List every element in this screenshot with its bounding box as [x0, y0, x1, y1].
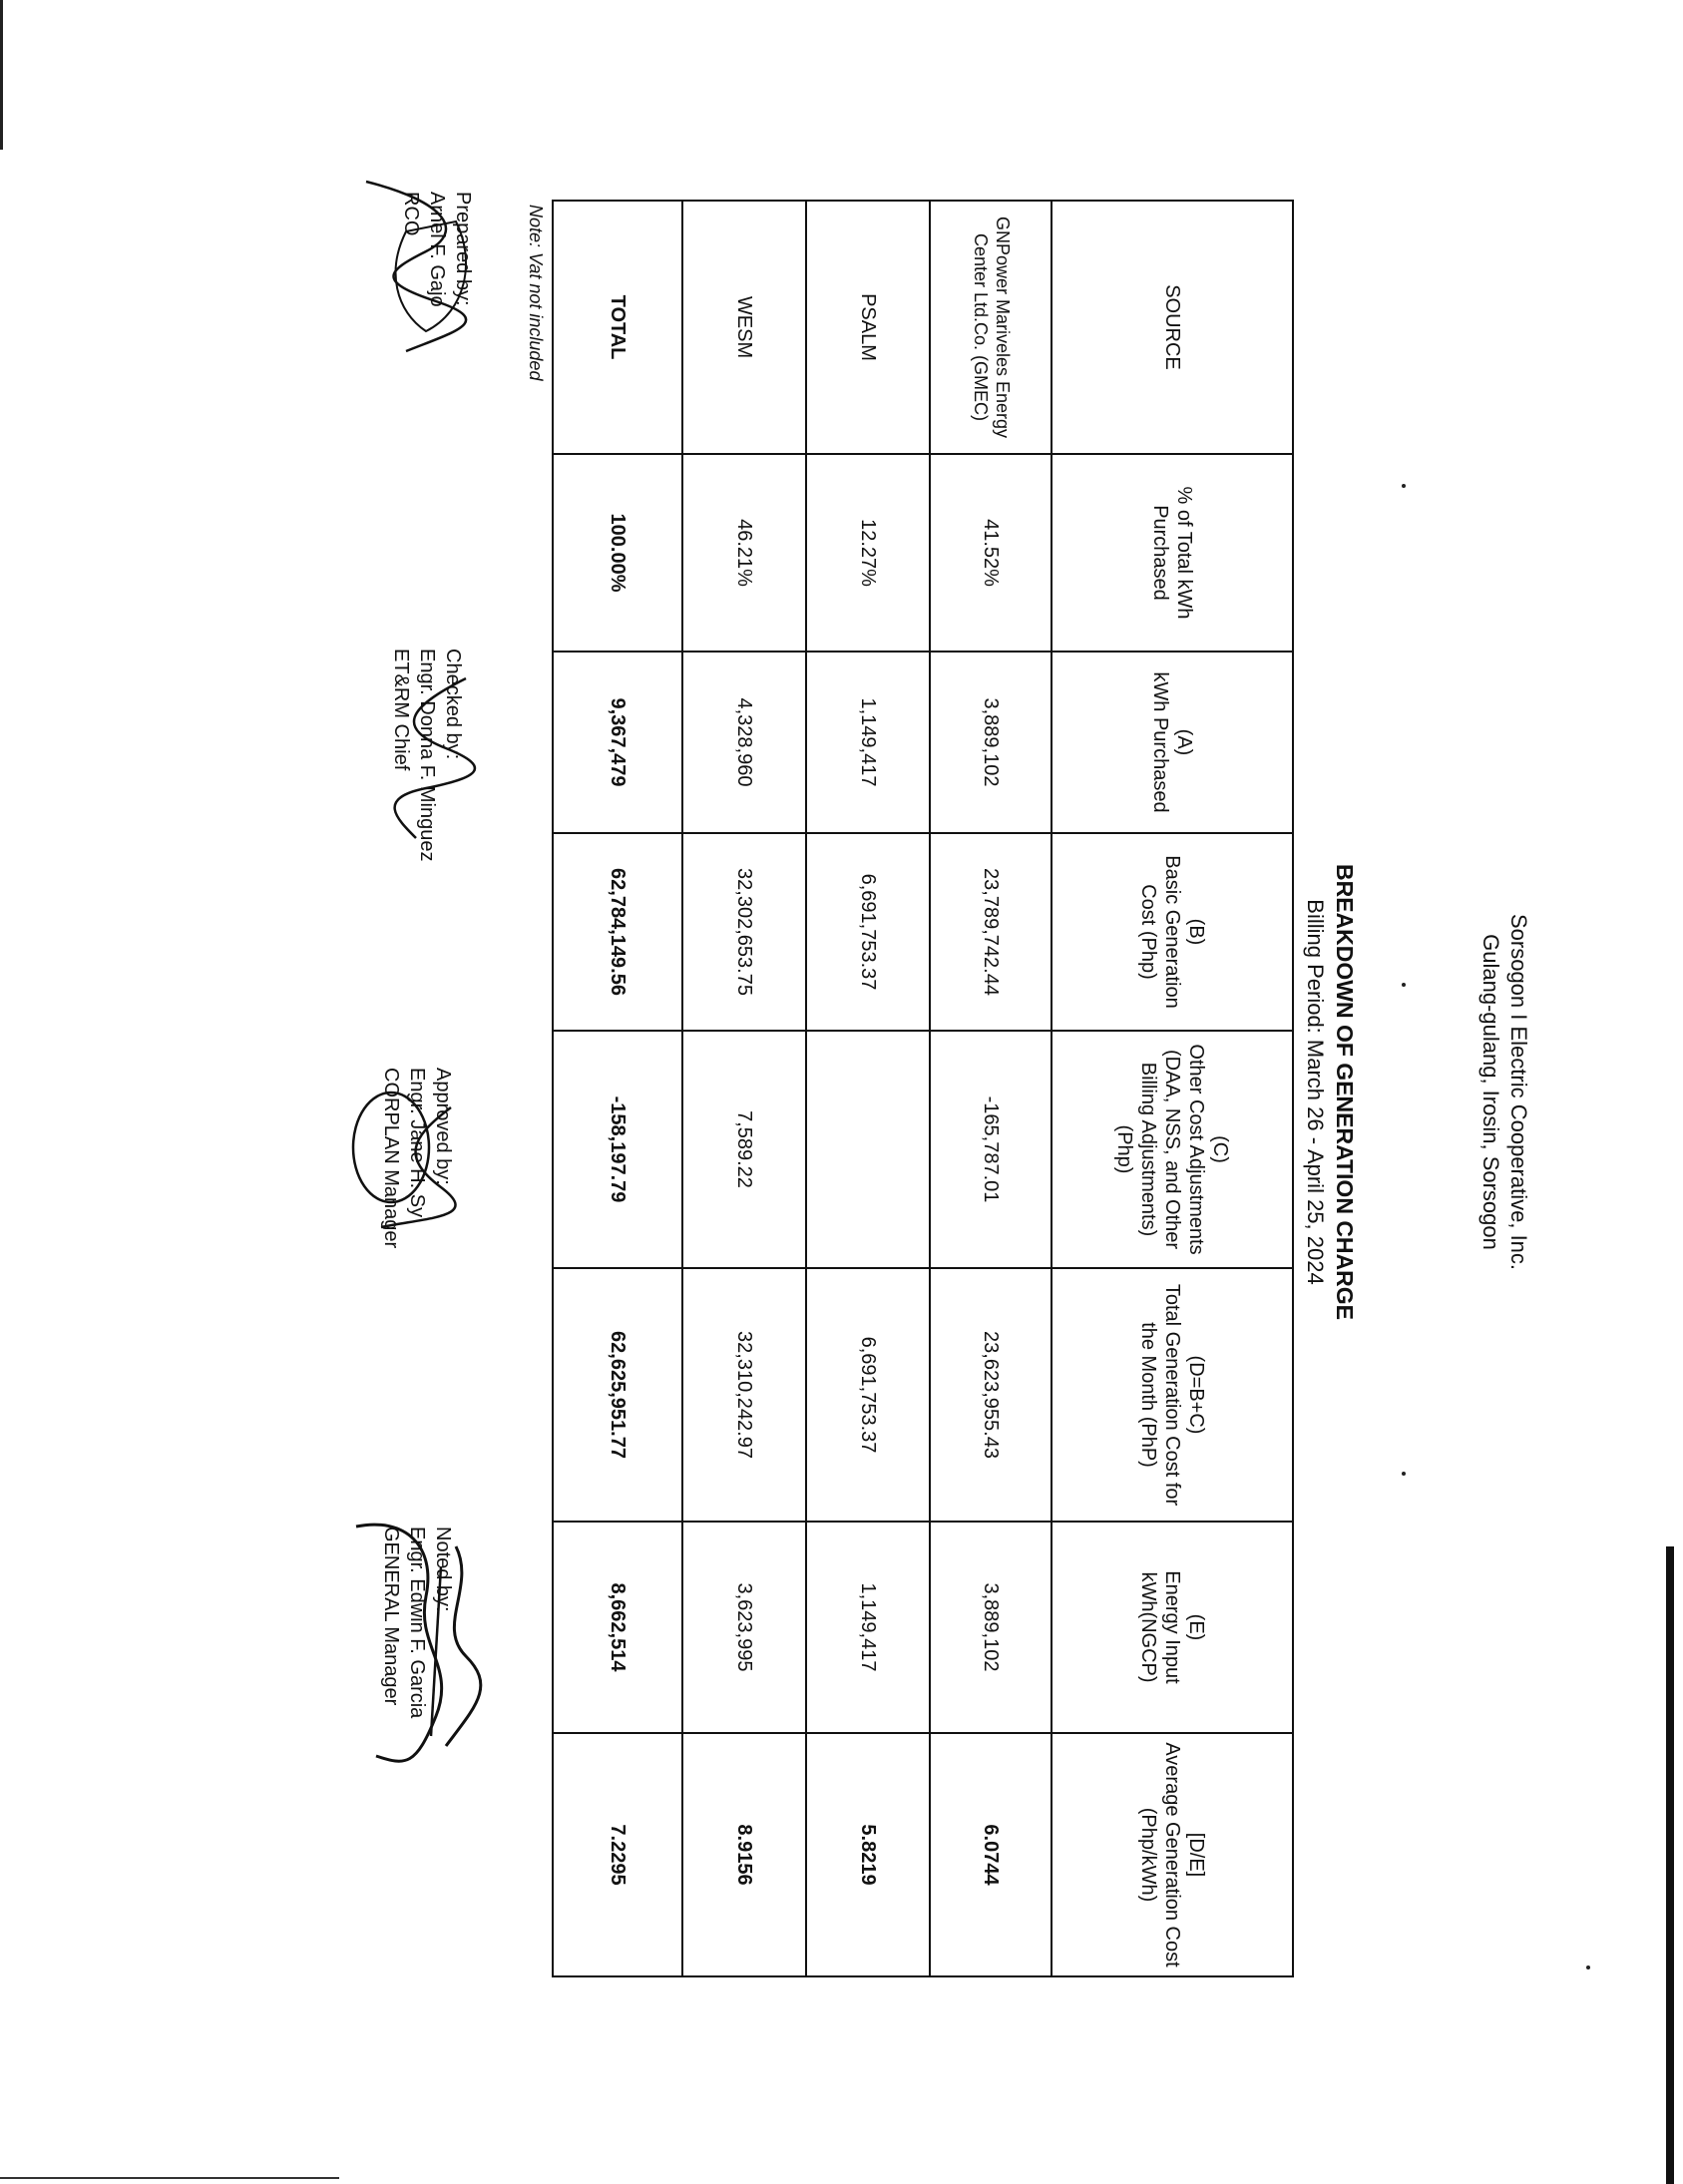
header-label: Basic Generation Cost (Php): [1137, 855, 1183, 1009]
header-cell-basic-cost: [1052, 833, 1293, 1031]
table-total-row: [553, 201, 682, 1976]
average-cost-cell: 8.9156: [682, 1733, 806, 1976]
signatory-position: ET&RM Chief: [390, 649, 412, 771]
signature-block-checked: [388, 649, 466, 861]
other-cost-cell: -165,787.01: [930, 1031, 1052, 1268]
document-title: BREAKDOWN OF GENERATION CHARGE: [1332, 863, 1358, 1320]
source-cell: PSALM: [806, 201, 930, 454]
basic-cost-cell: 6,691,753.37: [806, 833, 930, 1031]
header-letter: (D=B+C): [1185, 1355, 1207, 1435]
signatory-name: Engr. Jane H. Sy: [406, 1068, 428, 1218]
handwritten-signature: [351, 1078, 471, 1237]
signature-block-noted: [378, 1527, 456, 1718]
percent-cell: 46.21%: [682, 454, 806, 652]
generation-charge-table: [552, 200, 1294, 1977]
signature-label: Noted by:: [432, 1527, 454, 1612]
signatory-name: Engr. Donna F. Minguez: [416, 649, 438, 862]
average-cost-cell: 6.0744: [930, 1733, 1052, 1976]
signatory-position: CORPLAN Manager: [380, 1068, 402, 1249]
table-row: [682, 201, 806, 1976]
signature-label: Checked by:: [442, 649, 464, 760]
total-kwh-cell: 9,367,479: [553, 652, 682, 833]
energy-input-cell: 3,623,995: [682, 1522, 806, 1733]
total-average-cost-cell: 7.2295: [553, 1733, 682, 1976]
kwh-cell: 1,149,417: [806, 652, 930, 833]
total-other-cost-cell: -158,197.79: [553, 1031, 682, 1268]
header-cell-average-cost: [1052, 1733, 1293, 1976]
header-cell-source: [1052, 201, 1293, 454]
other-cost-cell: [806, 1031, 930, 1268]
header-cell-total-cost: [1052, 1268, 1293, 1522]
source-cell: GNPower Mariveles Energy Center Ltd.Co. (GMEC): [930, 201, 1052, 454]
signatory-name: Engr. Edwin F. Garcia: [406, 1527, 428, 1719]
table-header-row: [1052, 201, 1293, 1976]
total-generation-cost-cell: 62,625,951.77: [553, 1268, 682, 1522]
organization-name: Sorsogon I Electric Cooperative, Inc.: [1506, 913, 1531, 1271]
header-letter: (C): [1209, 1135, 1231, 1163]
table-row: [930, 201, 1052, 1976]
header-label: kWh Purchased: [1149, 671, 1171, 813]
energy-input-cell: 1,149,417: [806, 1522, 930, 1733]
percent-cell: 12.27%: [806, 454, 930, 652]
kwh-cell: 3,889,102: [930, 652, 1052, 833]
total-cost-cell: 32,310,242.97: [682, 1268, 806, 1522]
percent-cell: 41.52%: [930, 454, 1052, 652]
header-letter: (A): [1173, 728, 1195, 756]
header-cell-kwh-purchased: [1052, 652, 1293, 833]
total-energy-input-cell: 8,662,514: [553, 1522, 682, 1733]
signatory-position: GENERAL Manager: [380, 1527, 402, 1706]
header-label: Energy Input kWh(NGCP): [1137, 1570, 1183, 1684]
signatory-position: RCO: [400, 192, 422, 236]
total-basic-cost-cell: 62,784,149.56: [553, 833, 682, 1031]
kwh-cell: 4,328,960: [682, 652, 806, 833]
handwritten-signature: [376, 668, 486, 848]
total-cost-cell: 23,623,955.43: [930, 1268, 1052, 1522]
header-cell-percent: [1052, 454, 1293, 652]
header-letter: (B): [1185, 918, 1207, 946]
header-label: SOURCE: [1161, 284, 1183, 370]
header-label: Total Generation Cost for the Month (PhP): [1137, 1283, 1183, 1507]
signature-label: Approved by:: [432, 1068, 454, 1185]
source-cell: WESM: [682, 201, 806, 454]
organization-address: Gulang-gulang, Irosin, Sorsogon: [1478, 934, 1503, 1250]
billing-period: Billing Period: March 26 - April 25, 2024: [1303, 899, 1328, 1285]
header-cell-energy-input: [1052, 1522, 1293, 1733]
vat-note: Note: Vat not included: [526, 205, 546, 381]
average-cost-cell: 5.8219: [806, 1733, 930, 1976]
handwritten-signature: [336, 1507, 496, 1786]
header-label: Other Cost Adjustments (DAA, NSS, and Other Billing Adjustments) (Php): [1113, 1044, 1207, 1255]
signature-block-prepared: [398, 192, 476, 307]
basic-cost-cell: 23,789,742.44: [930, 833, 1052, 1031]
signatory-name: Arnel F. Gajo: [426, 192, 448, 307]
header-cell-other-cost: [1052, 1031, 1293, 1268]
energy-input-cell: 3,889,102: [930, 1522, 1052, 1733]
signature-label: Prepared by:: [452, 192, 474, 306]
header-label: % of Total kWh Purchased: [1149, 486, 1195, 620]
total-percent-cell: 100.00%: [553, 454, 682, 652]
other-cost-cell: 7,589.22: [682, 1031, 806, 1268]
header-letter: [D/E]: [1185, 1832, 1207, 1878]
total-label-cell: TOTAL: [553, 201, 682, 454]
table-row: [806, 201, 930, 1976]
header-label: Average Generation Cost (Php/kWh): [1137, 1742, 1183, 1967]
basic-cost-cell: 32,302,653.75: [682, 833, 806, 1031]
total-cost-cell: 6,691,753.37: [806, 1268, 930, 1522]
header-letter: (E): [1185, 1613, 1207, 1641]
handwritten-signature: [346, 162, 486, 371]
signature-block-approved: [378, 1068, 456, 1248]
